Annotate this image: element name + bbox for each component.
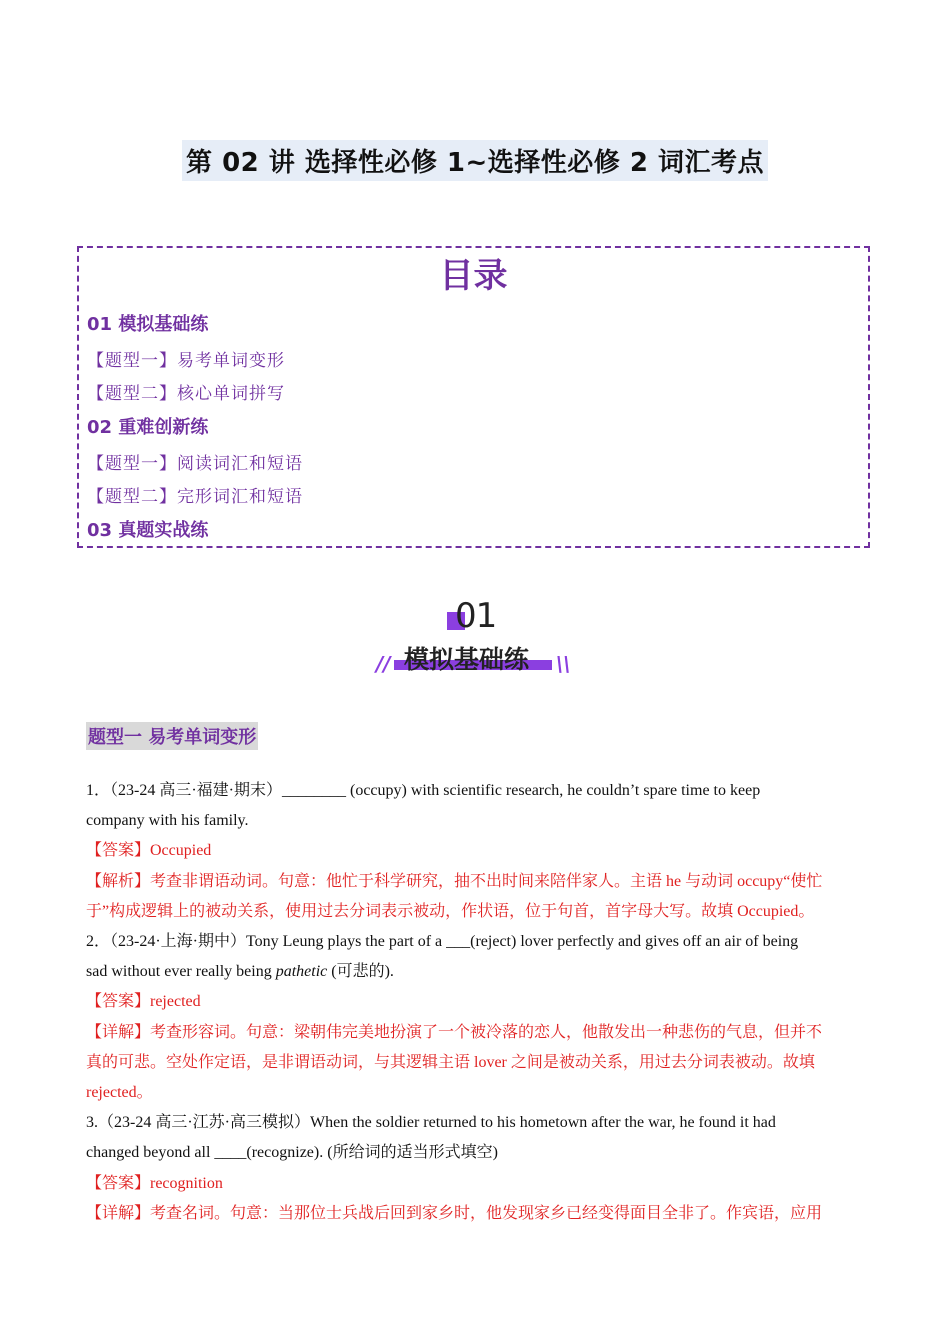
toc-item-01-2[interactable]: 【题型二】核心单词拼写 bbox=[87, 384, 285, 404]
q2-analysis-line2: 真的可悲。空处作定语，是非谓语动词，与其逻辑主语 lover 之间是被动关系，用过去分词表被动。故填 bbox=[86, 1053, 815, 1071]
q2-stem-line2 bbox=[86, 957, 862, 987]
q1-stem-line2: company with his family. bbox=[86, 812, 249, 830]
toc-item-02-2[interactable]: 【题型二】完形词汇和短语 bbox=[87, 487, 303, 507]
questions-content bbox=[86, 776, 862, 1229]
banner-left-deco: // bbox=[376, 652, 391, 676]
toc-item-02-1[interactable]: 【题型一】阅读词汇和短语 bbox=[87, 454, 303, 474]
toc-heading: 目录 bbox=[439, 256, 508, 296]
q2-analysis-line3: rejected。 bbox=[86, 1084, 153, 1102]
q1-analysis-line1: 【解析】考查非谓语动词。句意：他忙于科学研究，抽不出时间来陪伴家人。主语 he 与动词 occupy“使忙 bbox=[86, 872, 823, 890]
toc-item-01-1[interactable]: 【题型一】易考单词变形 bbox=[87, 351, 285, 371]
q2-stem-line2-a: sad without ever really being bbox=[86, 963, 276, 981]
section-heading: 题型一 易考单词变形 bbox=[86, 722, 258, 750]
banner-number: 01 bbox=[455, 596, 497, 636]
toc-section-02[interactable]: 02 重难创新练 bbox=[87, 417, 209, 438]
page-title: 第 02 讲 选择性必修 1~选择性必修 2 词汇考点 bbox=[182, 140, 768, 181]
q2-answer: 【答案】rejected bbox=[86, 993, 201, 1011]
section-banner bbox=[370, 596, 580, 676]
toc-section-03[interactable]: 03 真题实战练 bbox=[87, 520, 209, 541]
q1-stem-line1: 1．（23-24 高三·福建·期末）________ (occupy) with scientific research, he couldn’t spare time to keep bbox=[86, 782, 761, 799]
q1-answer: 【答案】Occupied bbox=[86, 842, 212, 860]
banner-right-deco: \\ bbox=[556, 652, 571, 676]
toc-section-01[interactable]: 01 模拟基础练 bbox=[87, 314, 209, 335]
q2-stem-line1: 2．（23-24·上海·期中）Tony Leung plays the part of a ___(reject) lover perfectly and gives off an air of being bbox=[86, 933, 799, 951]
title-wrap bbox=[0, 140, 950, 181]
q1-analysis-line2: 于”构成逻辑上的被动关系，使用过去分词表示被动，作状语，位于句首，首字母大写。故填 Occupied。 bbox=[86, 902, 815, 920]
q2-stem-line2-b: (可悲的). bbox=[327, 963, 394, 981]
banner-label: 模拟基础练 bbox=[404, 645, 530, 674]
q2-analysis-line1: 【详解】考查形容词。句意：梁朝伟完美地扮演了一个被冷落的恋人，他散发出一种悲伤的气息，但并不 bbox=[86, 1023, 823, 1041]
q2-stem-italic-word: pathetic bbox=[275, 963, 328, 981]
table-of-contents bbox=[77, 246, 870, 548]
q3-stem-line1: 3.（23-24 高三·江苏·高三模拟）When the soldier returned to his hometown after the war, he found it had bbox=[86, 1114, 776, 1132]
q3-stem-line2: changed beyond all ____(recognize). (所给词的适当形式填空) bbox=[86, 1144, 498, 1162]
q3-analysis-line1: 【详解】考查名词。句意：当那位士兵战后回到家乡时，他发现家乡已经变得面目全非了。作宾语，应用 bbox=[86, 1204, 823, 1222]
q3-answer: 【答案】recognition bbox=[86, 1174, 223, 1192]
